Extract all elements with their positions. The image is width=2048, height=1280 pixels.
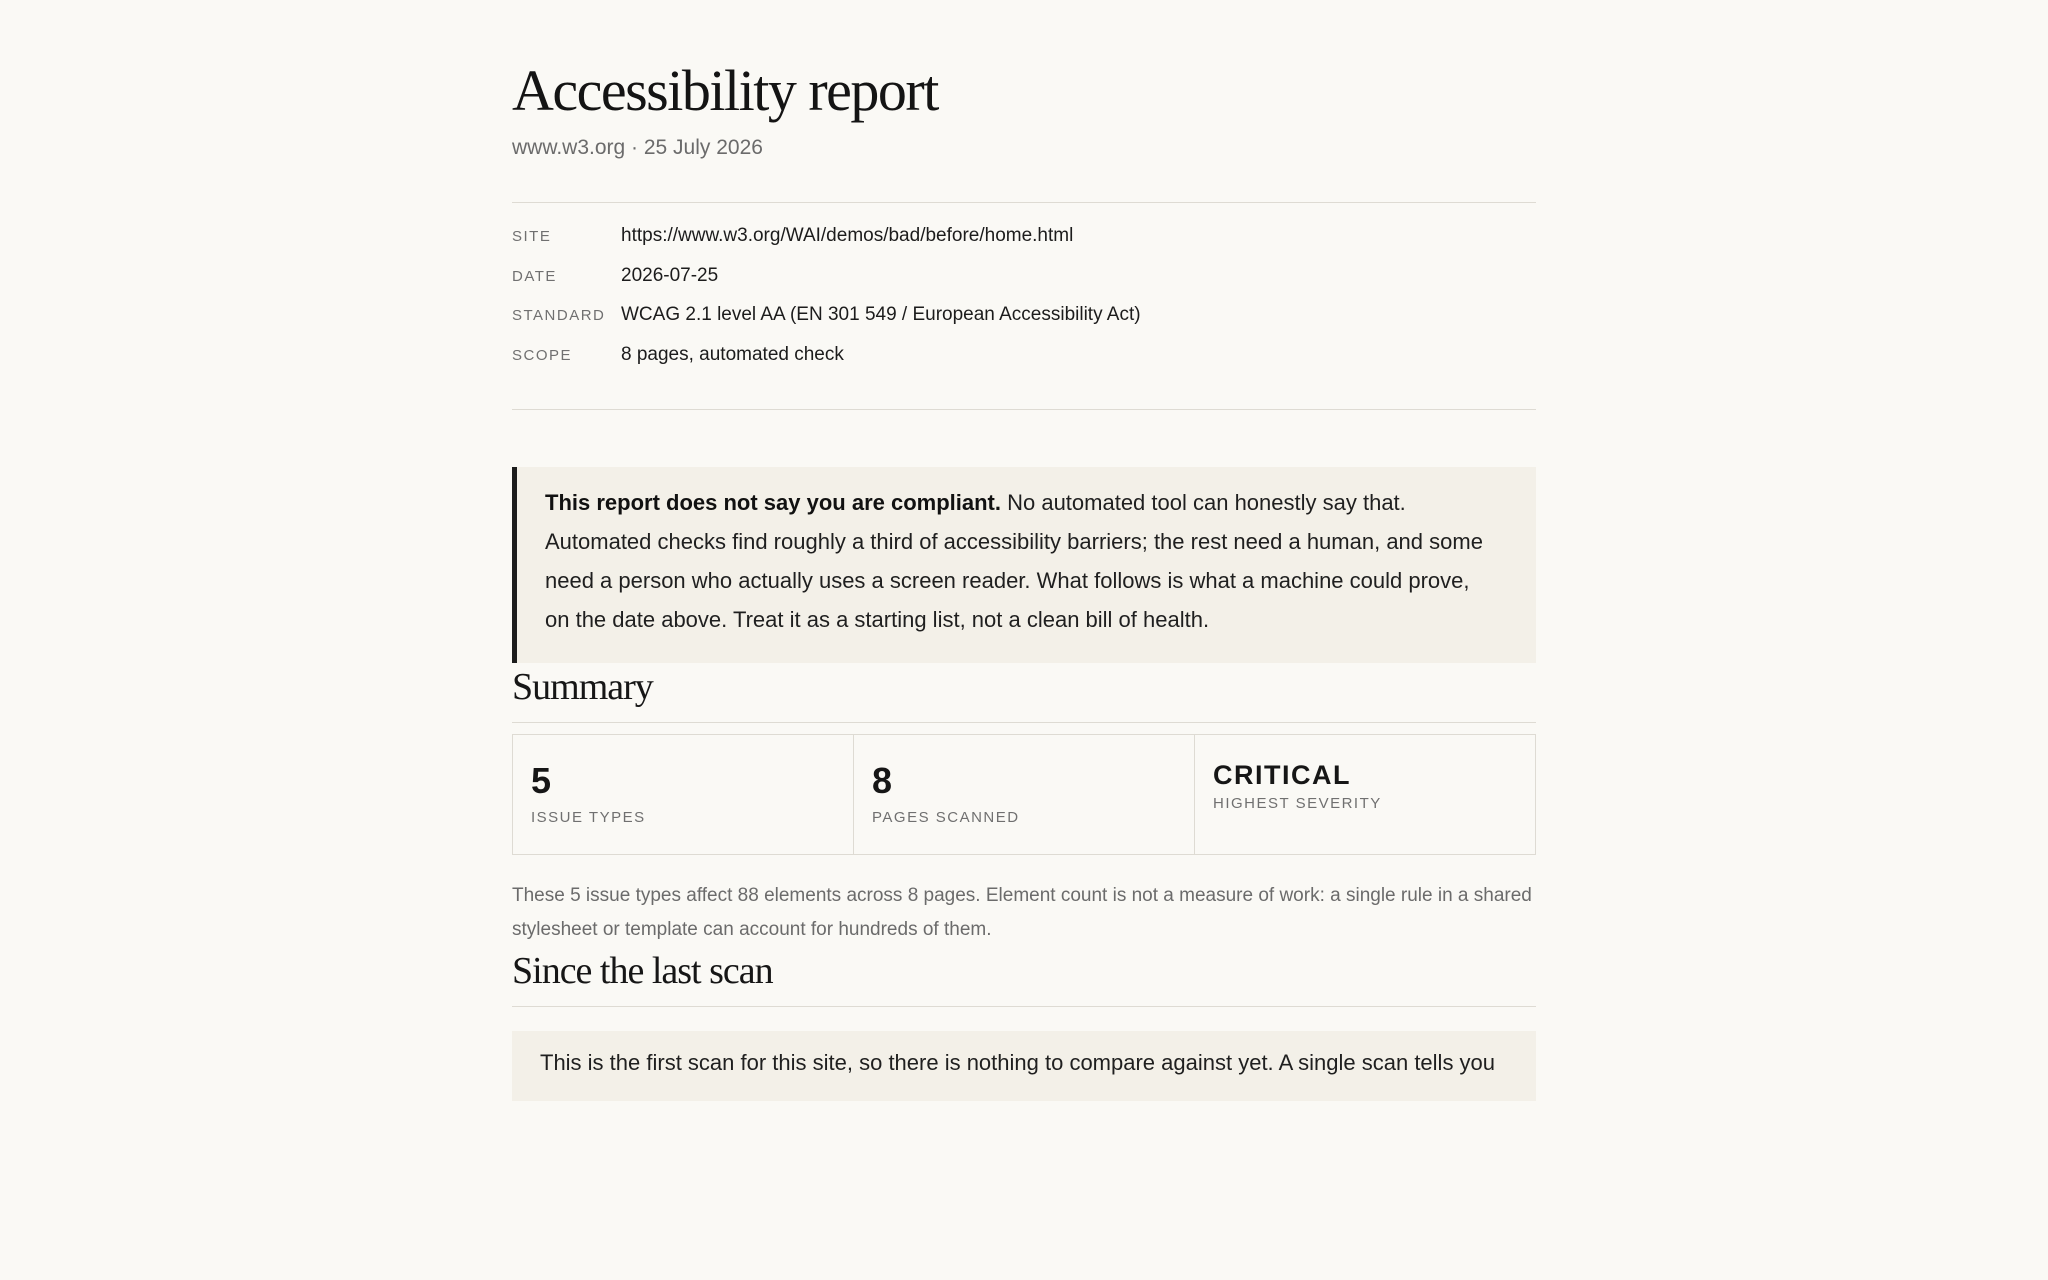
since-last-scan-note: This is the first scan for this site, so there is nothing to compare against yet. A single scan tells you: [512, 1031, 1536, 1101]
stat-highest-severity: [1195, 735, 1535, 854]
meta-key-scope: SCOPE: [512, 346, 573, 364]
since-last-scan-heading: Since the last scan: [512, 947, 1536, 1007]
disclaimer-lead: This report does not say you are compliant.: [545, 490, 1001, 515]
stat-label: ISSUE TYPES: [531, 809, 646, 826]
stat-value: 8: [872, 760, 893, 801]
report-page: [512, 0, 1536, 1101]
compliance-disclaimer: [512, 467, 1536, 663]
stat-value: CRITICAL: [1213, 760, 1351, 790]
meta-value-date: 2026-07-25: [621, 264, 719, 286]
stat-pages-scanned: [854, 735, 1195, 854]
meta-value-standard: WCAG 2.1 level AA (EN 301 549 / European Accessibility Act): [621, 304, 1141, 325]
stat-value: 5: [531, 760, 552, 801]
stat-label: PAGES SCANNED: [872, 809, 1020, 826]
meta-row-site: [512, 225, 1536, 265]
stat-label: HIGHEST SEVERITY: [1213, 795, 1382, 812]
meta-row-date: [512, 265, 1536, 305]
summary-heading: Summary: [512, 663, 1536, 723]
disclaimer-text: No automated tool can honestly say that. Automated checks find roughly a third of accessibility barriers; the rest need a human, and some need a person who actually uses a screen reader. What follows is what a machine could prove, on the date above. Treat it as a starting list, not a clean bill of health.: [545, 490, 1483, 632]
meta-value-scope: 8 pages, automated check: [621, 343, 844, 365]
meta-key-standard: STANDARD: [512, 307, 606, 324]
report-metadata: [512, 202, 1536, 410]
page-subtitle: www.w3.org · 25 July 2026: [512, 136, 763, 159]
summary-stats: [512, 734, 1536, 855]
meta-key-site: SITE: [512, 228, 552, 245]
stat-issue-types: [513, 735, 854, 854]
summary-note: These 5 issue types affect 88 elements across 8 pages. Element count is not a measure of work: a single rule in a shared stylesheet or template can account for hundreds of them.: [512, 885, 1532, 940]
meta-key-date: DATE: [512, 267, 557, 285]
meta-value-site: https://www.w3.org/WAI/demos/bad/before/home.html: [621, 225, 1074, 246]
page-title: Accessibility report: [512, 58, 938, 123]
meta-row-scope: [512, 344, 1536, 384]
meta-row-standard: [512, 304, 1536, 344]
